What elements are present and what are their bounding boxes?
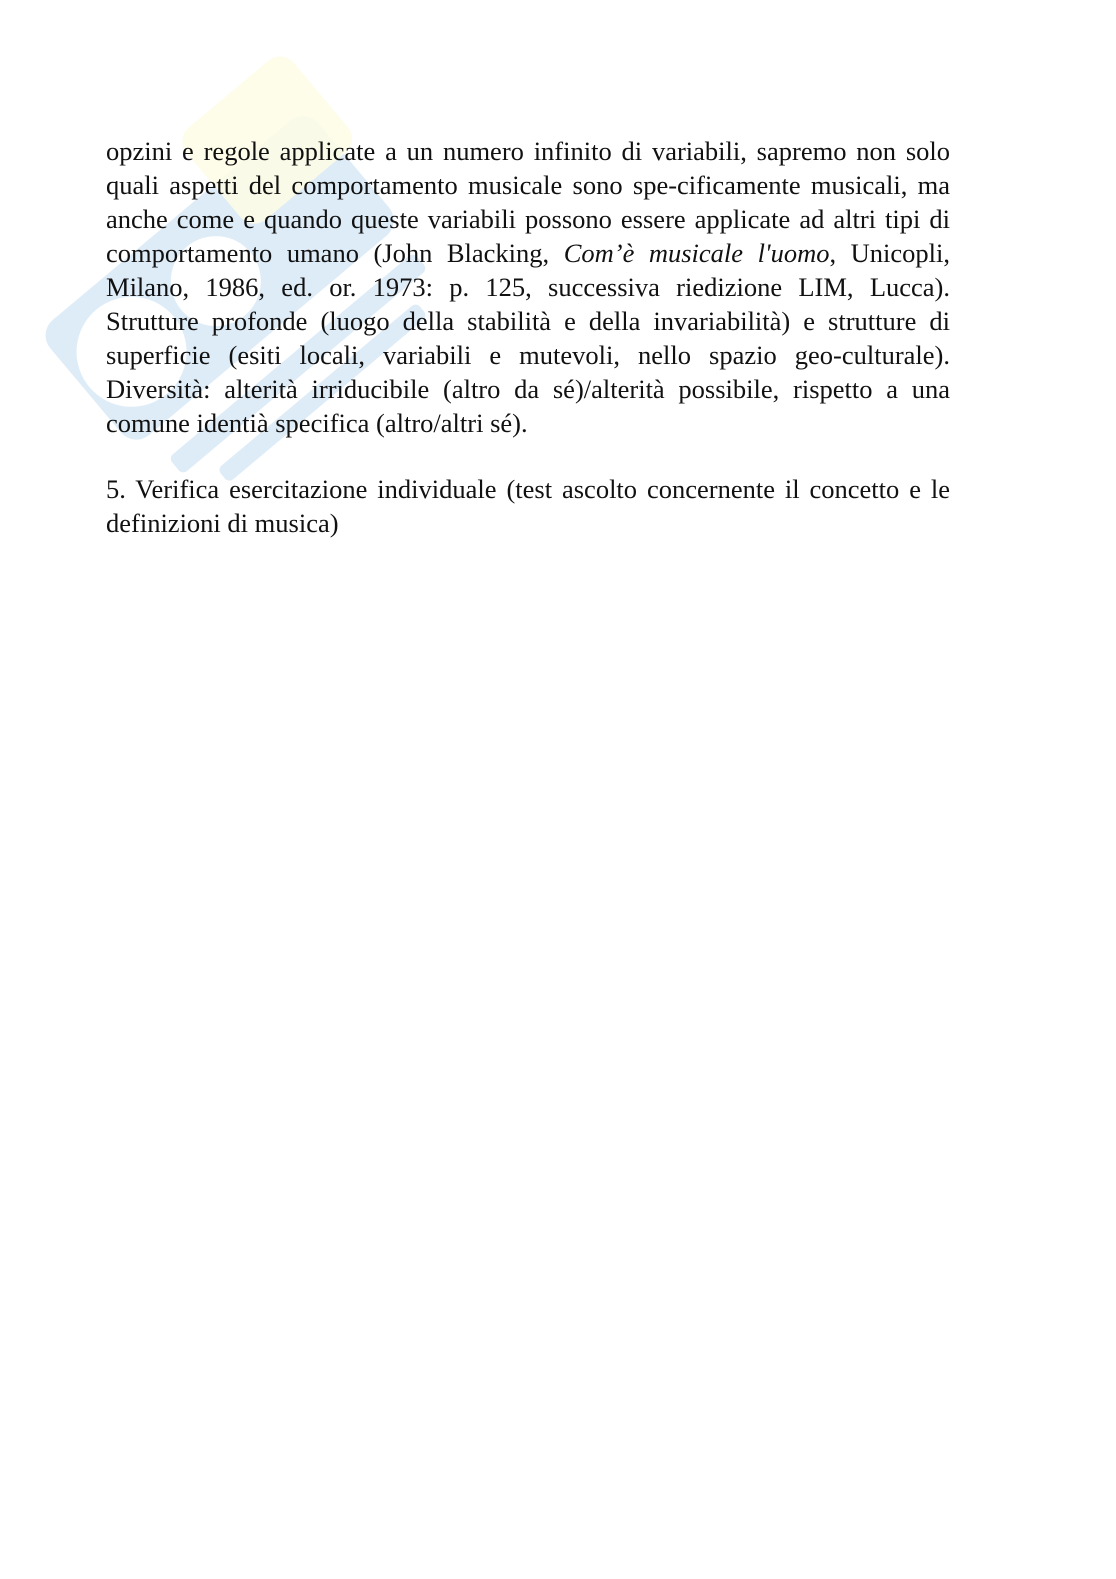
document-body [106, 134, 950, 540]
body-paragraph-1 [106, 134, 950, 440]
paragraph-1-text-before-title: opzini e regole applicate a un numero infinito di variabili, sapremo non solo quali aspetti del comportamento musicale sono spe-cificamente musicali, ma anche come e quando queste variabili possono essere applicate ad altri tipi di comportamento umano (John Blacking, [106, 136, 950, 268]
body-paragraph-2: 5. Verifica esercitazione individuale (test ascolto concernente il concetto e le definizioni di musica) [106, 474, 950, 538]
paragraph-1-text-after-title: , Unicopli, Milano, 1986, ed. or. 1973: p. 125, successiva riedizione LIM, Lucca). Strutture profonde (luogo della stabilità e della invariabilità) e strutture di superficie (esiti locali, variabili e mutevoli, nello spazio geo-culturale). Diversità: alterità irriducibile (altro da sé)/alterità possibile, rispetto a una comune identià specifica (altro/altri sé). [106, 238, 950, 438]
book-title: Com’è musicale l'uomo [563, 238, 830, 268]
